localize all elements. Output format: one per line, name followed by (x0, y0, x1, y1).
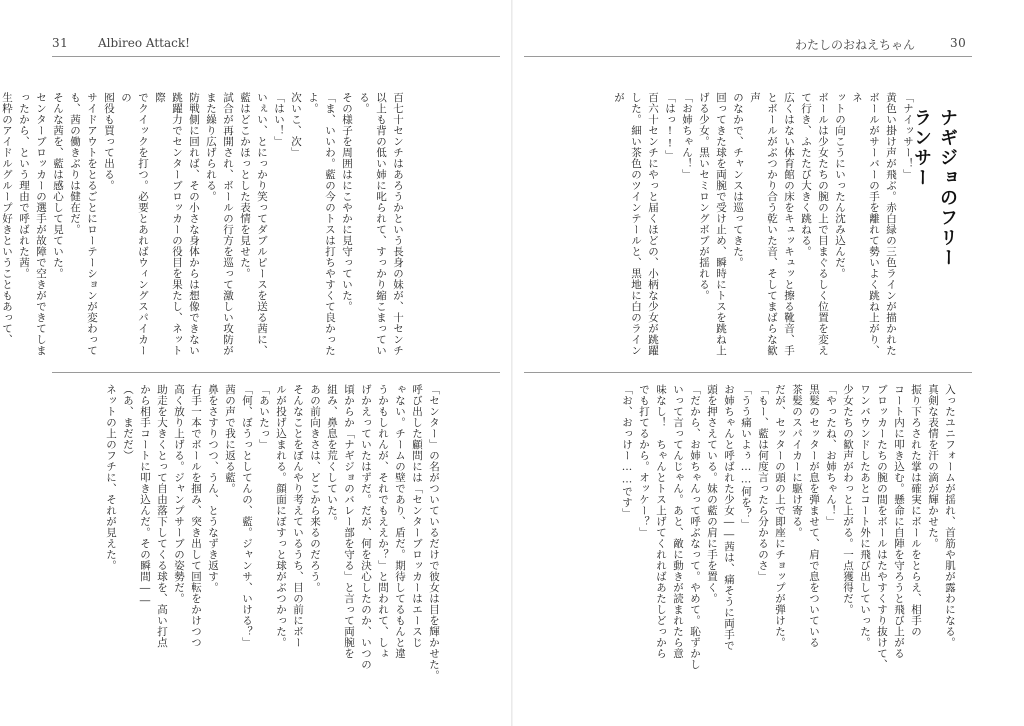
left-running-title: Albireo Attack! (98, 36, 190, 50)
text-line: コート内に叩き込む。懸命に自陣を守ろうと飛び上がる (893, 384, 905, 659)
right-page-bottom-column (586, 384, 958, 684)
text-line: 「センター」の名がついているだけで彼女は目を輝かせた。 (428, 384, 440, 681)
text-line: とボールがぶつかり合う乾いた音、そしてまばらな歓声 (749, 92, 778, 356)
text-line: でクイックを打つ。必要とあればウィングスパイカーの (120, 92, 149, 356)
text-line: のなかで、チャンスは巡ってきた。 (732, 92, 744, 268)
text-line: 高く放り上げる。ジャンプサーブの姿勢だ。 (173, 384, 185, 604)
text-line: そんなことをぼんやり考えているうち、目の前にボー (292, 384, 304, 648)
text-line: 黄色い掛け声が飛ぶ。赤白緑の三色ラインが描かれた (885, 92, 897, 356)
text-line: うかもしれんが、それでもええか？」と問われて、しょ (377, 384, 389, 659)
text-line: 「はっ!!」 (664, 92, 676, 161)
right-header-rule (524, 56, 972, 57)
text-line: センターブロッカーの選手が故障で空きができてしま (35, 92, 47, 356)
text-line: 茶髪のスパイカーに駆け寄る。 (791, 384, 803, 538)
text-line: 跳躍力でセンターブロッカーの役目を果たし、ネット際 (154, 92, 183, 356)
left-page-top-column (1, 92, 406, 360)
left-header-rule (52, 56, 500, 57)
text-line: お姉ちゃんと呼ばれた少女――茜は、痛そうに両手で (723, 384, 735, 651)
text-line: でも打てるから。オッケー？」 (638, 384, 650, 538)
left-page-bottom-column (60, 384, 442, 684)
text-line: 味なし！ ちゃんとトス上げてくれればあたしどっから (655, 384, 667, 659)
text-line: 「はい！」 (273, 92, 285, 147)
text-line: ったから、という理由で呼ばれた茜。 (18, 92, 30, 279)
text-line: ルが投げ込まれる。顔面にぼすっと球がぶつかった。 (275, 384, 287, 648)
text-line: から相手コートに叩き込んだ。その瞬間―― (139, 384, 151, 607)
left-column-divider (52, 372, 500, 373)
text-line: 藍はどこかほっとした表情を見せた。 (239, 92, 251, 279)
text-line: 「うう痛いよぅ……何を？」 (740, 384, 752, 530)
text-line: あの前向きさは、どこから来るのだろう。 (309, 384, 321, 593)
page-gutter (511, 0, 513, 726)
text-line: 百六十センチにやっと届くほどの、小柄な少女が跳躍 (647, 92, 659, 356)
text-line: 「ナイッサー！」 (902, 92, 914, 180)
text-line: 黒髪のセッターが息を弾ませて、肩で息をついている (808, 384, 820, 648)
text-line: 組み、鼻息を荒くしていた。 (326, 384, 338, 527)
chapter-title: ナギジョのフリーランサー (911, 108, 958, 268)
text-line: 「やったね、お姉ちゃん！」 (825, 384, 837, 527)
text-line: いって言ってんじゃん。あと、敵に動きが読まれたら意 (672, 384, 684, 659)
text-line: 少女たちの歓声がわっと上がる。一点獲得だ。 (842, 384, 854, 615)
text-line: 鼻をさすりつつ、うん、とうなずき返す。 (207, 384, 219, 593)
text-line: 「何、ぼうっとしてんの、藍。ジャンサ、いける？」 (241, 384, 253, 648)
text-line: 広くはない体育館の床をキュッキュッと擦る靴音、手 (783, 92, 795, 356)
text-line: 右手一本でボールを掴み、突き出して回転をかけつつ (190, 384, 202, 648)
text-line: 入ったユニフォームが揺れ、首筋や肌が露わになる。 (944, 384, 956, 648)
text-line: 次いこ、次」 (290, 92, 302, 158)
text-line: 囮役も買って出る。 (103, 92, 115, 191)
text-line: げかえっていたはずだ。だが、何を決心したのか、いつの (360, 384, 372, 670)
text-line: （あ、まだだ） (122, 384, 134, 461)
text-line: そんな茜を、藍は感心して見ていた。 (52, 92, 64, 279)
text-line: 「だから、お姉ちゃんって呼ぶなって。やめて。恥ずかし (689, 384, 701, 670)
text-line: 「ま、いいわ。藍の今のトスは打ちやすくて良かったよ。 (307, 92, 336, 356)
text-line: 以上も背の低い姉に叱られて、すっかり縮こまっている。 (358, 92, 387, 356)
text-line: ボールは少女たちの腕の上で目まぐるしく位置を変え (817, 92, 829, 356)
text-line: いぇい、とにっかり笑ってダブルピースを送る茜に、 (256, 92, 268, 356)
text-line: 助走を大きくとって自由落下してくる球を、高い打点 (156, 384, 168, 648)
right-page-top-column (586, 92, 916, 360)
text-line: ットの向こうにいったん沈み込んだ。 (834, 92, 846, 279)
text-line: 回ってきた球を両腕で受け止め、瞬時にトスを跳ね上 (715, 92, 727, 356)
text-line: て行き、ふたたび大きく跳ねる。 (800, 92, 812, 257)
text-line: その様子を周囲はにこやかに見守っていた。 (341, 92, 353, 312)
text-line: 振り下ろされた掌は確実にボールをとらえ、相手の (910, 384, 922, 637)
text-line: した。細い茶色のツインテールと、黒地に白のラインが (613, 92, 642, 356)
text-line: 百七十センチはあろうかという長身の妹が、十センチ (392, 92, 404, 356)
text-line: 「お、おっけー……です」 (621, 384, 633, 519)
text-line: ネットの上のフチに、それが見えた。 (105, 384, 117, 571)
text-line: サイドアウトをとるごとにローテーションが変わって (86, 92, 98, 356)
text-line: げる少女。黒いセミロングボブが揺れる。 (698, 92, 710, 301)
text-line: 茜の声で我に返る藍。 (224, 384, 236, 494)
text-line: また繰り広げられる。 (205, 92, 217, 202)
text-line: ブロッカーたちの腕の間をボールはたやすくすり抜けて、 (876, 384, 888, 670)
left-page-number: 31 (52, 36, 69, 50)
text-line: 「お姉ちゃん！」 (681, 92, 693, 180)
text-line: ゃない。チームの壁であり、盾だ。期待してるもんと違 (394, 384, 406, 659)
text-line: 「もー、藍は何度言ったら分かるのさ」 (757, 384, 769, 582)
text-line: 真剣な表情を汗の滴が輝かせた。 (927, 384, 939, 549)
right-page-number: 30 (950, 36, 967, 50)
text-line: 試合が再開され、ボールの行方を巡って激しい攻防が (222, 92, 234, 356)
text-line: 頃からか「ナギジョのバレー部を守る」と言って両腕を (343, 384, 355, 659)
right-column-divider (524, 372, 972, 373)
text-line: 「あいたっ」 (258, 384, 270, 450)
text-line: も、茜の働きぶりは健在だ。 (69, 92, 81, 235)
text-line: 防戦側に回れば、その小さな身体からは想像できない (188, 92, 200, 356)
text-line: 頭を押さえている。妹の藍の肩に手を置く。 (706, 384, 718, 604)
text-line: だが、セッターの頭の上で即座にチョップが弾けた。 (774, 384, 786, 648)
text-line: 呼び出した顧問には「センターブロッカーはエースじ (411, 384, 423, 648)
text-line: ボールがサーバーの手を離れて勢いよく跳ね上がり、ネ (851, 92, 880, 356)
text-line: ワンバウンドしたあとコート外に飛び出していった。 (859, 384, 871, 648)
text-line: 生粋のアイドルグループ好きということもあって、 (1, 92, 13, 345)
right-running-title: わたしのおねえちゃん (795, 38, 916, 52)
